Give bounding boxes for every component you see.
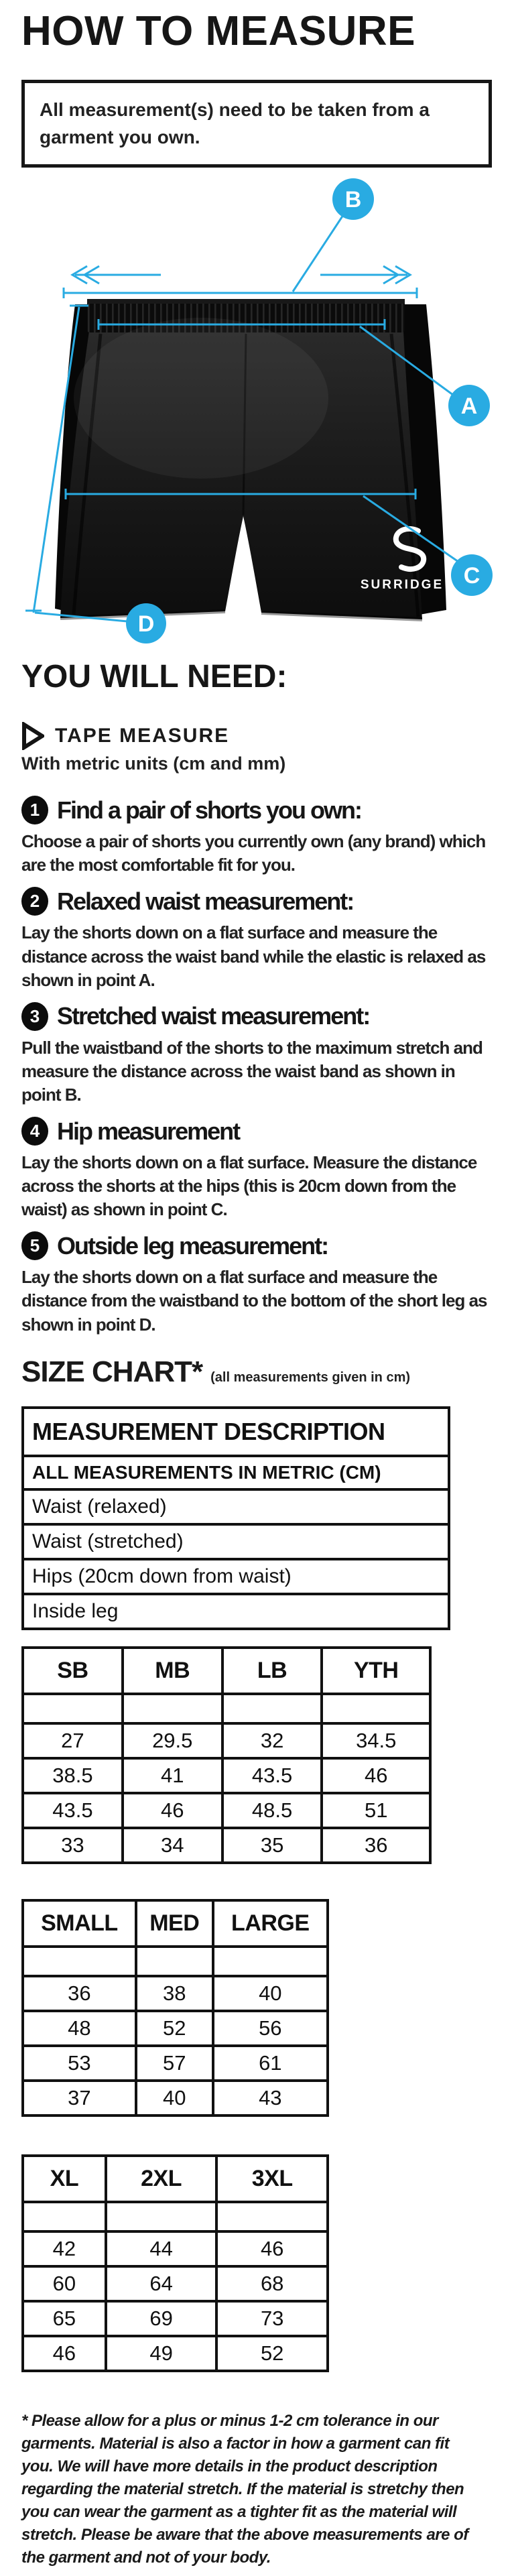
size-cell-empty xyxy=(213,1947,328,1976)
description-table-header: MEASUREMENT DESCRIPTION xyxy=(23,1408,449,1456)
description-row-waist-stretched: Waist (stretched) xyxy=(23,1524,449,1559)
size-cell: 48 xyxy=(23,2011,136,2046)
size-cell: 64 xyxy=(106,2266,217,2301)
size-table-row xyxy=(23,2231,328,2266)
size-cell: 29.5 xyxy=(123,1723,222,1758)
notice-text: All measurement(s) need to be taken from a garment you own. xyxy=(40,99,430,147)
size-cell: 40 xyxy=(213,1976,328,2011)
size-cell: 69 xyxy=(106,2301,217,2336)
size-table-row xyxy=(23,2301,328,2336)
play-triangle-icon xyxy=(21,722,44,750)
size-cell: 65 xyxy=(23,2301,106,2336)
notice-box xyxy=(21,80,492,168)
description-row-hips: Hips (20cm down from waist) xyxy=(23,1559,449,1594)
size-cell: 49 xyxy=(106,2336,217,2371)
measurement-description-table xyxy=(21,1406,450,1630)
size-cell: 46 xyxy=(322,1758,430,1793)
step-2-title: Relaxed waist measurement: xyxy=(57,887,354,915)
size-cell: 43.5 xyxy=(222,1758,322,1793)
size-table-sb-mb-lb-yth xyxy=(21,1646,432,1864)
point-label-b: B xyxy=(344,187,362,213)
brand-logo-text: SURRIDGE xyxy=(360,578,444,593)
step-5 xyxy=(21,1231,493,1336)
step-1-number-badge: 1 xyxy=(21,796,48,824)
you-will-need-heading: YOU WILL NEED: xyxy=(21,659,287,695)
size-cell: 68 xyxy=(216,2266,328,2301)
size-cell: 56 xyxy=(213,2011,328,2046)
size-column-header: 2XL xyxy=(106,2156,217,2202)
size-table-row xyxy=(23,2336,328,2371)
size-cell-empty xyxy=(23,2202,106,2231)
step-3-body: Pull the waistband of the shorts to the maximum stretch and measure the distance across the waist band as shown in point B. xyxy=(21,1037,483,1105)
shorts-diagram xyxy=(0,177,514,646)
page-title: HOW TO MEASURE xyxy=(21,8,415,54)
size-cell: 46 xyxy=(123,1793,222,1828)
description-row-waist-relaxed: Waist (relaxed) xyxy=(23,1489,449,1524)
step-3-title: Stretched waist measurement: xyxy=(57,1002,370,1030)
size-tables xyxy=(21,1646,493,2372)
size-cell: 37 xyxy=(23,2081,136,2115)
step-2-number-badge: 2 xyxy=(21,887,48,916)
step-2-body: Lay the shorts down on a flat surface and measure the distance across the waist band while the elastic is relaxed as shown in point A. xyxy=(21,922,486,990)
step-3 xyxy=(21,1002,493,1107)
size-column-header: 3XL xyxy=(216,2156,328,2202)
tape-measure-label: TAPE MEASURE xyxy=(55,725,230,747)
size-cell-empty xyxy=(123,1694,222,1723)
size-chart-note: (all measurements given in cm) xyxy=(210,1369,411,1385)
description-row-inside-leg: Inside leg xyxy=(23,1594,449,1629)
step-1 xyxy=(21,796,493,877)
size-cell: 40 xyxy=(136,2081,213,2115)
size-chart-heading-row xyxy=(21,1355,493,1389)
size-column-header: XL xyxy=(23,2156,106,2202)
step-4-number-badge: 4 xyxy=(21,1117,48,1146)
size-cell: 38.5 xyxy=(23,1758,123,1793)
size-table-row xyxy=(23,2046,328,2081)
size-table-row xyxy=(23,2011,328,2046)
size-cell: 52 xyxy=(136,2011,213,2046)
size-table-small-med-large xyxy=(21,1899,329,2117)
size-column-header: LARGE xyxy=(213,1900,328,1947)
size-cell: 27 xyxy=(23,1723,123,1758)
size-cell: 51 xyxy=(322,1793,430,1828)
size-cell: 53 xyxy=(23,2046,136,2081)
size-table-row xyxy=(23,1758,430,1793)
step-5-number-badge: 5 xyxy=(21,1231,48,1260)
size-column-header: SMALL xyxy=(23,1900,136,1947)
point-label-d: D xyxy=(137,611,155,637)
size-table-row xyxy=(23,1828,430,1863)
shorts-measurement-figure xyxy=(0,177,493,646)
step-1-title: Find a pair of shorts you own: xyxy=(57,796,362,824)
size-cell: 36 xyxy=(23,1976,136,2011)
size-table-row xyxy=(23,2266,328,2301)
point-badge-d xyxy=(126,603,166,643)
point-badge-c xyxy=(451,554,493,596)
size-cell: 48.5 xyxy=(222,1793,322,1828)
tape-measure-note: With metric units (cm and mm) xyxy=(21,753,286,774)
size-cell: 34.5 xyxy=(322,1723,430,1758)
size-cell: 61 xyxy=(213,2046,328,2081)
size-cell-empty xyxy=(23,1947,136,1976)
size-column-header: MED xyxy=(136,1900,213,1947)
size-cell: 36 xyxy=(322,1828,430,1863)
step-4 xyxy=(21,1117,493,1221)
size-cell: 33 xyxy=(23,1828,123,1863)
size-cell-empty xyxy=(322,1694,430,1723)
size-cell: 41 xyxy=(123,1758,222,1793)
size-column-header: YTH xyxy=(322,1648,430,1694)
size-table-row xyxy=(23,1793,430,1828)
size-cell: 46 xyxy=(216,2231,328,2266)
size-table-row xyxy=(23,2081,328,2115)
size-column-header: LB xyxy=(222,1648,322,1694)
description-table-subheader: ALL MEASUREMENTS IN METRIC (CM) xyxy=(23,1456,449,1489)
size-chart-title: SIZE CHART* xyxy=(21,1355,203,1388)
size-column-header: MB xyxy=(123,1648,222,1694)
point-badge-b xyxy=(332,178,374,220)
point-label-c: C xyxy=(463,563,480,589)
measure-line-b xyxy=(64,213,417,298)
step-4-body: Lay the shorts down on a flat surface. Measure the distance across the shorts at the hips (this is 20cm down from the waist) as shown in point C. xyxy=(21,1152,477,1220)
size-cell: 73 xyxy=(216,2301,328,2336)
size-cell: 57 xyxy=(136,2046,213,2081)
instruction-steps xyxy=(21,796,493,1336)
size-cell-empty xyxy=(136,1947,213,1976)
step-3-number-badge: 3 xyxy=(21,1002,48,1031)
size-cell: 42 xyxy=(23,2231,106,2266)
size-cell-empty xyxy=(222,1694,322,1723)
size-cell: 34 xyxy=(123,1828,222,1863)
step-4-title: Hip measurement xyxy=(57,1117,240,1145)
size-column-header: SB xyxy=(23,1648,123,1694)
size-table-row xyxy=(23,1723,430,1758)
size-cell: 43 xyxy=(213,2081,328,2115)
size-table-xl-2xl-3xl xyxy=(21,2154,329,2372)
size-cell-empty xyxy=(23,1694,123,1723)
point-label-a: A xyxy=(460,393,478,420)
step-1-body: Choose a pair of shorts you currently own (any brand) which are the most comfortable fit for you. xyxy=(21,831,486,875)
size-cell: 44 xyxy=(106,2231,217,2266)
step-5-body: Lay the shorts down on a flat surface and measure the distance from the waistband to the bottom of the short leg as shown in point D. xyxy=(21,1267,487,1335)
size-cell: 32 xyxy=(222,1723,322,1758)
tape-measure-row xyxy=(21,722,493,750)
size-cell: 38 xyxy=(136,1976,213,2011)
size-cell: 43.5 xyxy=(23,1793,123,1828)
step-5-title: Outside leg measurement: xyxy=(57,1231,328,1260)
size-cell: 52 xyxy=(216,2336,328,2371)
size-cell: 46 xyxy=(23,2336,106,2371)
size-cell-empty xyxy=(216,2202,328,2231)
point-badge-a xyxy=(448,385,490,426)
step-2 xyxy=(21,887,493,991)
size-cell: 60 xyxy=(23,2266,106,2301)
size-cell: 35 xyxy=(222,1828,322,1863)
size-cell-empty xyxy=(106,2202,217,2231)
tolerance-footnote: * Please allow for a plus or minus 1-2 cm tolerance in our garments. Material is also a factor in how a garment can fit you. We will have more details in the product description regarding the material stretch. If the material is stretchy then you can wear the garment as a tighter fit as the material will stretch. Please be aware that the above measurements are of the garment and not of your body. xyxy=(21,2411,468,2567)
size-table-row xyxy=(23,1976,328,2011)
